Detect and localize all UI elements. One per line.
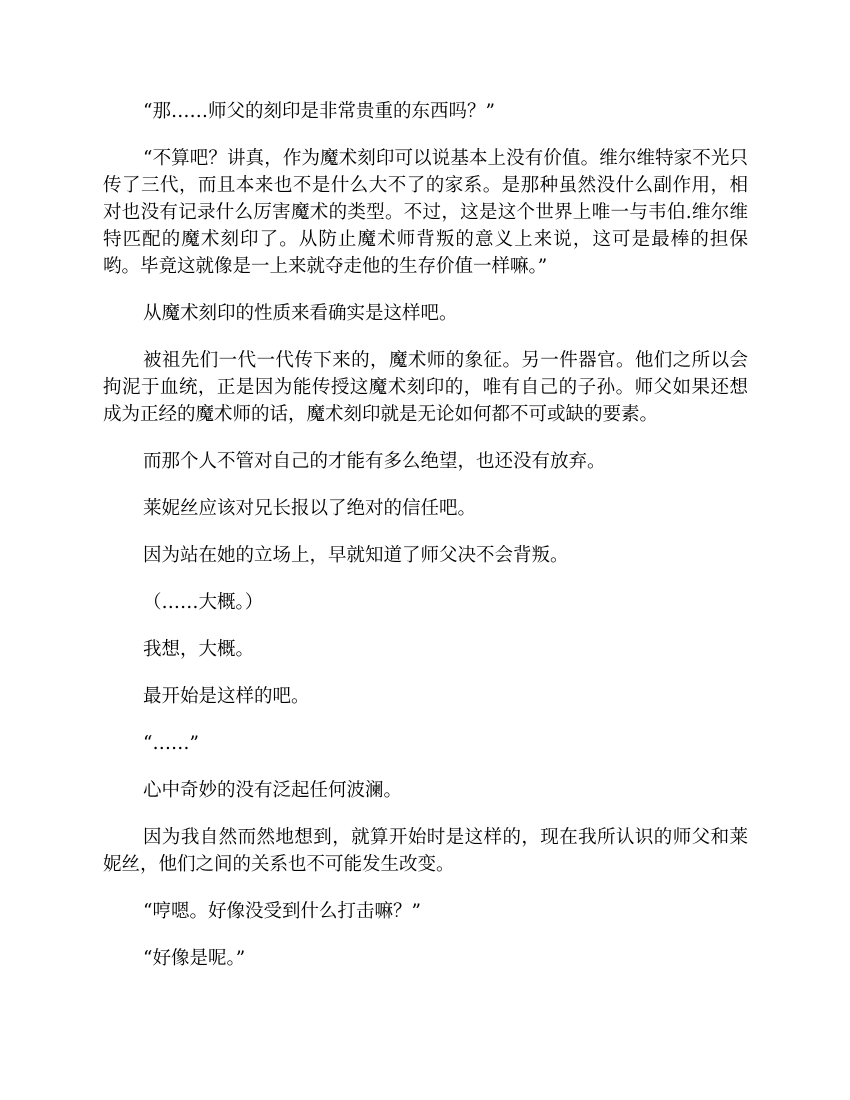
- paragraph: “那……师父的刻印是非常贵重的东西吗？”: [143, 101, 495, 122]
- paragraph: 而那个人不管对自己的才能有多么绝望，也还没有放弃。: [143, 451, 606, 472]
- paragraph: 因为站在她的立场上，早就知道了师父决不会背叛。: [143, 545, 569, 566]
- document-page: [103, 98, 748, 992]
- paragraph: 我想，大概。: [143, 639, 255, 660]
- paragraph: 最开始是这样的吧。: [143, 686, 310, 707]
- paragraph: “不算吧？讲真，作为魔术刻印可以说基本上没有价值。维尔维特家不光只传了三代，而且本来也不是什么大不了的家系。是那种虽然没什么副作用，相对也没有记录什么厉害魔术的类型。不过，这是这个世界上唯一与韦伯.维尔维特匹配的魔术刻印了。从防止魔术师背叛的意义上来说，这可是最棒的担保哟。毕竟这就像是一上来就夺走他的生存价值一样嘛。”: [103, 148, 748, 277]
- paragraph: 心中奇妙的没有泛起任何波澜。: [143, 780, 403, 801]
- paragraph: 莱妮丝应该对兄长报以了绝对的信任吧。: [143, 498, 477, 519]
- paragraph: “……”: [143, 733, 199, 754]
- paragraph: （……大概。）: [143, 592, 264, 613]
- paragraph: “好像是呢。”: [143, 948, 246, 969]
- paragraph: “哼嗯。好像没受到什么打击嘛？”: [143, 901, 421, 922]
- paragraph: 从魔术刻印的性质来看确实是这样吧。: [143, 303, 458, 324]
- paragraph: 因为我自然而然地想到，就算开始时是这样的，现在我所认识的师父和莱妮丝，他们之间的关系也不可能发生改变。: [103, 827, 748, 875]
- paragraph: 被祖先们一代一代传下来的，魔术师的象征。另一件器官。他们之所以会拘泥于血统，正是因为能传授这魔术刻印的，唯有自己的子孙。师父如果还想成为正经的魔术师的话，魔术刻印就是无论如何都不可或缺的要素。: [103, 350, 748, 425]
